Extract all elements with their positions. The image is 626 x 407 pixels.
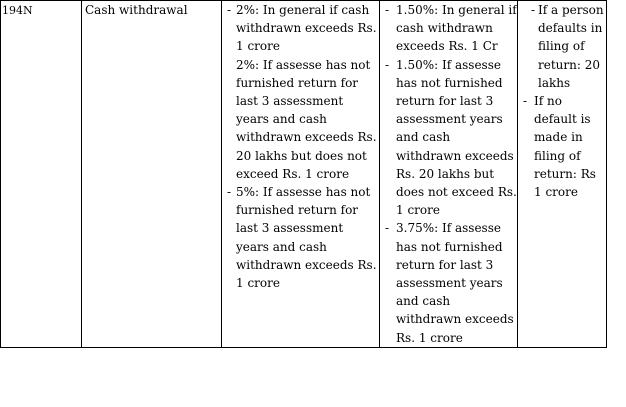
threshold-list (518, 1, 606, 201)
section-code: 194N (2, 4, 33, 17)
rate-cell-2 (380, 1, 518, 348)
list-item: - 5%: If assesse has not furnished return for last 3 assessment years and cash withdrawn exceeds Rs. 1 crore (222, 183, 379, 292)
list-item: 2%: If assesse has not furnished return for last 3 assessment years and cash withdrawn exceeds Rs. 20 lakhs but does not exceed Rs. 1 crore (236, 57, 377, 181)
rate-list-1 (222, 1, 379, 292)
threshold-cell (518, 1, 607, 348)
list-item: - 1.50%: In general if cash withdrawn exceeds Rs. 1 Cr (380, 1, 517, 56)
list-item: - 2%: In general if cash withdrawn exceeds Rs. 1 crore (222, 1, 379, 56)
nature-of-payment: Cash withdrawal (85, 3, 188, 17)
table-row (1, 1, 607, 348)
list-item: - If no default is made in filing of return: Rs 1 crore (518, 92, 606, 201)
list-item: - If a person defaults in filing of return: 20 lakhs (518, 1, 606, 92)
nature-of-payment-cell (82, 1, 222, 348)
section-cell (1, 1, 82, 348)
list-item: - 1.50%: If assesse has not furnished return for last 3 assessment years and cash withdrawn exceeds Rs. 20 lakhs but does not exceed Rs. 1 crore (380, 56, 517, 220)
rate-cell-1 (222, 1, 380, 348)
list-item: - 3.75%: If assesse has not furnished return for last 3 assessment years and cash withdrawn exceeds Rs. 1 crore (380, 219, 517, 346)
rate-list-2 (380, 1, 517, 347)
